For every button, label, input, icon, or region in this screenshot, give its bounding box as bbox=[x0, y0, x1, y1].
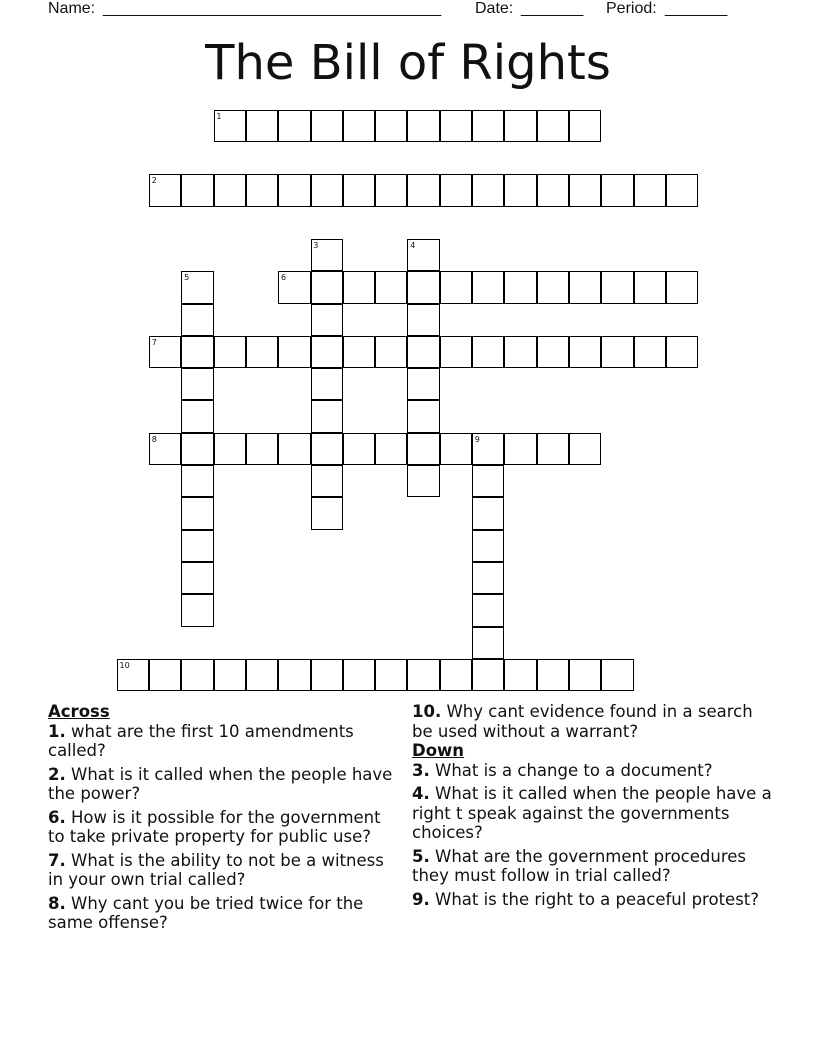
crossword-cell[interactable] bbox=[569, 433, 601, 465]
clue-across-10: 10. Why cant evidence found in a search be used without a warrant? bbox=[412, 702, 753, 741]
crossword-cell[interactable] bbox=[407, 304, 439, 336]
crossword-cell[interactable] bbox=[181, 530, 213, 562]
crossword-cell[interactable] bbox=[472, 465, 504, 497]
crossword-cell[interactable] bbox=[537, 659, 569, 691]
across-heading: Across bbox=[48, 702, 110, 721]
crossword-cell[interactable] bbox=[311, 659, 343, 691]
crossword-cell[interactable] bbox=[311, 497, 343, 529]
clue-across-6: 6. How is it possible for the government to take private property for public use? bbox=[48, 807, 381, 846]
crossword-cell[interactable] bbox=[407, 110, 439, 142]
clue-number: 4 bbox=[410, 240, 416, 250]
clue-across-8: 8. Why cant you be tried twice for the same offense? bbox=[48, 893, 364, 932]
crossword-cell[interactable] bbox=[343, 336, 375, 368]
crossword-cell[interactable] bbox=[375, 336, 407, 368]
crossword-cell[interactable] bbox=[181, 562, 213, 594]
crossword-cell[interactable] bbox=[149, 659, 181, 691]
crossword-cell[interactable] bbox=[375, 174, 407, 206]
crossword-cell[interactable] bbox=[666, 174, 698, 206]
crossword-cell[interactable] bbox=[278, 336, 310, 368]
crossword-cell[interactable] bbox=[343, 433, 375, 465]
crossword-cell[interactable] bbox=[472, 530, 504, 562]
clue-number: 8 bbox=[151, 434, 157, 444]
crossword-cell[interactable] bbox=[311, 304, 343, 336]
crossword-cell[interactable] bbox=[504, 271, 536, 303]
crossword-cell[interactable] bbox=[407, 433, 439, 465]
crossword-cell[interactable] bbox=[537, 271, 569, 303]
crossword-cell[interactable] bbox=[601, 271, 633, 303]
clue-number: 10 bbox=[119, 660, 130, 670]
crossword-cell[interactable] bbox=[504, 174, 536, 206]
crossword-cell[interactable] bbox=[181, 497, 213, 529]
crossword-cell[interactable] bbox=[311, 336, 343, 368]
crossword-cell[interactable] bbox=[246, 174, 278, 206]
crossword-cell[interactable] bbox=[375, 659, 407, 691]
crossword-cell[interactable] bbox=[472, 271, 504, 303]
crossword-cell[interactable] bbox=[504, 336, 536, 368]
clue-across-2: 2. What is it called when the people have the power? bbox=[48, 764, 393, 803]
crossword-cell[interactable] bbox=[537, 336, 569, 368]
crossword-cell[interactable] bbox=[311, 400, 343, 432]
crossword-cell[interactable] bbox=[440, 659, 472, 691]
date-label: Date: bbox=[475, 0, 514, 17]
crossword-cell[interactable] bbox=[504, 659, 536, 691]
crossword-cell[interactable] bbox=[601, 336, 633, 368]
crossword-cell[interactable] bbox=[569, 174, 601, 206]
crossword-cell[interactable] bbox=[214, 433, 246, 465]
period-label: Period: bbox=[606, 0, 657, 17]
crossword-cell[interactable] bbox=[311, 465, 343, 497]
clue-down-5: 5. What are the government procedures they must follow in trial called? bbox=[412, 846, 746, 885]
crossword-cell[interactable] bbox=[569, 659, 601, 691]
crossword-cell[interactable] bbox=[278, 174, 310, 206]
crossword-cell[interactable] bbox=[407, 400, 439, 432]
crossword-cell[interactable] bbox=[666, 336, 698, 368]
crossword-cell[interactable] bbox=[504, 433, 536, 465]
crossword-cell[interactable] bbox=[407, 271, 439, 303]
crossword-cell[interactable] bbox=[634, 174, 666, 206]
clue-number: 5 bbox=[184, 273, 190, 282]
crossword-cell[interactable] bbox=[343, 659, 375, 691]
crossword-cell[interactable] bbox=[537, 433, 569, 465]
crossword-cell[interactable] bbox=[407, 659, 439, 691]
clue-number: 6 bbox=[281, 273, 287, 282]
crossword-cell[interactable] bbox=[472, 594, 504, 626]
crossword-cell[interactable] bbox=[311, 368, 343, 400]
crossword-cell[interactable] bbox=[634, 271, 666, 303]
right-clue-column bbox=[412, 702, 772, 913]
clue-number: 3 bbox=[313, 240, 319, 250]
down-heading: Down bbox=[412, 741, 465, 760]
name-field[interactable]: ______________________________________ bbox=[103, 0, 442, 17]
date-field[interactable]: _______ bbox=[521, 0, 584, 17]
crossword-cell[interactable] bbox=[214, 336, 246, 368]
crossword-cell[interactable] bbox=[472, 497, 504, 529]
crossword-cell[interactable] bbox=[472, 659, 504, 691]
crossword-cell[interactable] bbox=[246, 659, 278, 691]
crossword-cell[interactable] bbox=[246, 433, 278, 465]
crossword-cell[interactable] bbox=[181, 465, 213, 497]
crossword-cell[interactable] bbox=[311, 110, 343, 142]
crossword-cell[interactable] bbox=[278, 659, 310, 691]
crossword-cell[interactable] bbox=[311, 174, 343, 206]
crossword-cell[interactable] bbox=[472, 562, 504, 594]
crossword-cell[interactable] bbox=[181, 174, 213, 206]
crossword-cell[interactable] bbox=[472, 174, 504, 206]
clue-number: 9 bbox=[474, 434, 480, 444]
crossword-cell[interactable] bbox=[181, 368, 213, 400]
crossword-cell[interactable] bbox=[407, 174, 439, 206]
clue-number: 2 bbox=[151, 176, 157, 186]
crossword-cell[interactable] bbox=[601, 174, 633, 206]
crossword-cell[interactable] bbox=[666, 271, 698, 303]
crossword-cell[interactable] bbox=[472, 627, 504, 659]
crossword-cell[interactable] bbox=[407, 336, 439, 368]
crossword-cell[interactable] bbox=[569, 110, 601, 142]
crossword-cell[interactable] bbox=[375, 271, 407, 303]
crossword-cell[interactable] bbox=[375, 433, 407, 465]
crossword-cell[interactable] bbox=[311, 271, 343, 303]
crossword-cell[interactable] bbox=[214, 659, 246, 691]
crossword-cell[interactable] bbox=[440, 271, 472, 303]
crossword-cell[interactable] bbox=[343, 110, 375, 142]
crossword-cell[interactable] bbox=[634, 336, 666, 368]
clue-across-7: 7. What is the ability to not be a witness in your own trial called? bbox=[48, 850, 384, 889]
crossword-cell[interactable] bbox=[472, 336, 504, 368]
crossword-cell[interactable] bbox=[181, 433, 213, 465]
crossword-cell[interactable] bbox=[181, 304, 213, 336]
crossword-cell[interactable] bbox=[472, 110, 504, 142]
crossword-cell[interactable] bbox=[343, 271, 375, 303]
crossword-cell[interactable] bbox=[181, 400, 213, 432]
name-label: Name: bbox=[48, 0, 96, 17]
crossword-cell[interactable] bbox=[440, 174, 472, 206]
crossword-cell[interactable] bbox=[343, 174, 375, 206]
crossword-cell[interactable] bbox=[181, 594, 213, 626]
crossword-cell[interactable] bbox=[537, 174, 569, 206]
clue-number: 1 bbox=[216, 111, 222, 121]
clue-number: 7 bbox=[151, 337, 157, 347]
crossword-cell[interactable] bbox=[278, 110, 310, 142]
across-clues bbox=[48, 702, 393, 937]
crossword-cell[interactable] bbox=[504, 110, 536, 142]
crossword-cell[interactable] bbox=[440, 433, 472, 465]
crossword-cell[interactable] bbox=[440, 110, 472, 142]
crossword-cell[interactable] bbox=[601, 659, 633, 691]
crossword-cell[interactable] bbox=[246, 110, 278, 142]
crossword-cell[interactable] bbox=[181, 659, 213, 691]
crossword-cell[interactable] bbox=[569, 271, 601, 303]
crossword-cell[interactable] bbox=[278, 433, 310, 465]
crossword-cell[interactable] bbox=[246, 336, 278, 368]
crossword-cell[interactable] bbox=[214, 174, 246, 206]
crossword-cell[interactable] bbox=[407, 465, 439, 497]
page-title: The Bill of Rights bbox=[205, 35, 611, 91]
crossword-cell[interactable] bbox=[407, 368, 439, 400]
crossword-cell[interactable] bbox=[181, 336, 213, 368]
crossword-cell[interactable] bbox=[440, 336, 472, 368]
crossword-cell[interactable] bbox=[569, 336, 601, 368]
period-field[interactable]: _______ bbox=[665, 0, 728, 17]
clue-across-1: 1. what are the first 10 amendments called? bbox=[48, 721, 354, 760]
crossword-cell[interactable] bbox=[375, 110, 407, 142]
clue-down-9: 9. What is the right to a peaceful protest? bbox=[412, 889, 760, 909]
crossword-cell[interactable] bbox=[311, 433, 343, 465]
crossword-cell[interactable] bbox=[537, 110, 569, 142]
clue-down-3: 3. What is a change to a document? bbox=[412, 760, 713, 780]
clue-down-4: 4. What is it called when the people have a right t speak against the governments choices? bbox=[412, 784, 772, 842]
